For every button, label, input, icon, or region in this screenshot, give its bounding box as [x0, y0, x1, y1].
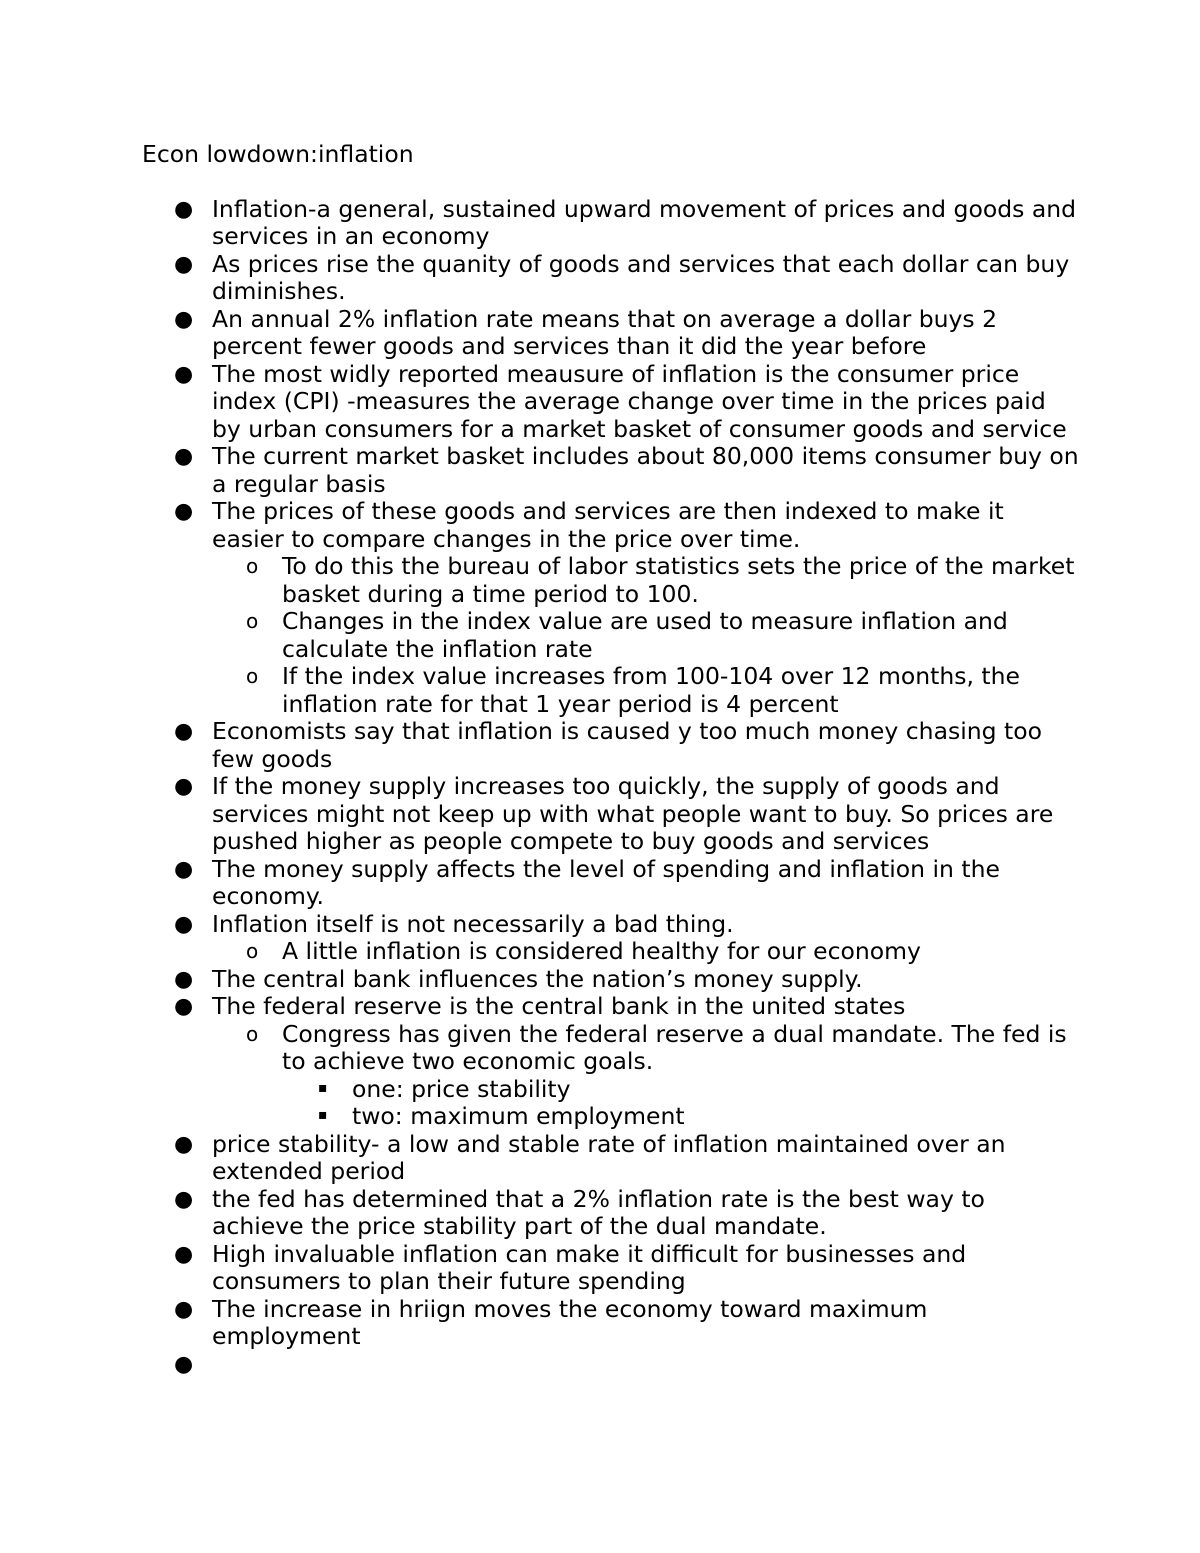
- list-item-text: price stability- a low and stable rate of inflation maintained over an extended period: [212, 1129, 1006, 1185]
- bullet-icon: ●: [174, 306, 194, 332]
- list-item: [142, 196, 1082, 251]
- bullet-icon: ●: [174, 1186, 194, 1212]
- list-item-text: Inflation itself is not necessarily a bad thing.: [212, 909, 734, 938]
- sub-sub-list-item: [282, 1103, 1082, 1131]
- list-item: [142, 911, 1082, 966]
- list-item: [142, 1241, 1082, 1296]
- sub-sub-list-item: [282, 1076, 1082, 1104]
- list-item: [142, 1131, 1082, 1186]
- list-item-text: If the money supply increases too quickly, the supply of goods and services might not keep up with what people want to buy. So prices are pushed higher as people compete to buy goods and services: [212, 772, 1054, 855]
- bullet-icon: ●: [174, 911, 194, 937]
- bullet-icon: ●: [174, 499, 194, 524]
- sub-list: [212, 1021, 1082, 1131]
- list-item: [142, 993, 1082, 1131]
- square-bullet-icon: ▪: [318, 1079, 328, 1096]
- list-item: [142, 251, 1082, 306]
- bullet-icon: ●: [174, 251, 194, 277]
- bullet-icon: ●: [174, 1241, 194, 1267]
- bullet-icon: ●: [174, 196, 194, 222]
- document-page: [142, 141, 1082, 1378]
- bullet-list: [142, 196, 1082, 1379]
- sub-list-item: [212, 663, 1082, 718]
- list-item: [142, 966, 1082, 994]
- list-item-text: High invaluable inflation can make it difficult for businesses and consumers to plan their future spending: [212, 1239, 967, 1295]
- list-item-text: The most widly reported meausure of inflation is the consumer price index (CPI) -measures the average change over time in the prices paid by urban consumers for a market basket of consumer goods and service: [212, 359, 1067, 443]
- sub-list-item: [212, 938, 1082, 966]
- list-item-text: Inflation-a general, sustained upward movement of prices and goods and services in an economy: [212, 194, 1077, 250]
- list-item-text: the fed has determined that a 2% inflation rate is the best way to achieve the price stability part of the dual mandate.: [212, 1184, 985, 1240]
- list-item: [142, 718, 1082, 773]
- sub-sub-list: [282, 1076, 1082, 1131]
- sub-list-item: [212, 1021, 1082, 1131]
- bullet-icon: ●: [174, 1296, 194, 1322]
- bullet-icon: ●: [174, 361, 194, 387]
- square-bullet-icon: ▪: [318, 1107, 328, 1123]
- list-item-text: The money supply affects the level of spending and inflation in the economy.: [212, 854, 1000, 910]
- list-item-text: The current market basket includes about 80,000 items consumer buy on a regular basis: [212, 442, 1079, 498]
- sub-list-item-text: A little inflation is considered healthy for our economy: [282, 937, 921, 965]
- list-item: [142, 773, 1082, 856]
- bullet-icon: ●: [174, 856, 194, 882]
- sub-list-item-text: To do this the bureau of labor statistics sets the price of the market basket during a time period to 100.: [282, 552, 1075, 608]
- circle-bullet-icon: o: [246, 664, 259, 688]
- bullet-icon: ●: [174, 966, 194, 992]
- document-title: Econ lowdown:inflation: [142, 140, 414, 168]
- bullet-icon: ●: [174, 444, 194, 469]
- list-item: [142, 856, 1082, 911]
- sub-list-item-text: Congress has given the federal reserve a dual mandate. The fed is to achieve two economic goals.: [282, 1019, 1067, 1075]
- bullet-icon: ●: [174, 719, 194, 744]
- sub-sub-list-item-text: two: maximum employment: [352, 1102, 685, 1130]
- sub-list: [212, 938, 1082, 966]
- circle-bullet-icon: o: [246, 1021, 259, 1046]
- sub-list-item: [212, 608, 1082, 663]
- empty-list-item: [142, 1351, 1082, 1379]
- sub-list: [212, 553, 1082, 718]
- list-item-text: The federal reserve is the central bank in the united states: [212, 992, 906, 1020]
- list-item-text: The increase in hriign moves the economy toward maximum employment: [212, 1294, 928, 1350]
- list-item-text: The prices of these goods and services are then indexed to make it easier to compare changes in the price over time.: [212, 497, 1004, 553]
- sub-list-item-text: Changes in the index value are used to measure inflation and calculate the inflation rate: [282, 607, 1008, 663]
- list-item-text: Economists say that inflation is caused y too much money chasing too few goods: [212, 717, 1043, 773]
- bullet-icon: ●: [174, 1351, 194, 1377]
- list-item-text: An annual 2% inflation rate means that on average a dollar buys 2 percent fewer goods and services than it did the year before: [212, 304, 998, 360]
- circle-bullet-icon: o: [246, 939, 259, 963]
- sub-sub-list-item-text: one: price stability: [352, 1074, 571, 1103]
- sub-list-item: [212, 553, 1082, 608]
- bullet-icon: ●: [174, 994, 194, 1019]
- sub-list-item-text: If the index value increases from 100-104 over 12 months, the inflation rate for that 1 year period is 4 percent: [282, 662, 1020, 718]
- list-item: [142, 443, 1082, 498]
- list-item-text: The central bank influences the nation’s money supply.: [212, 964, 863, 993]
- bullet-icon: ●: [174, 1131, 194, 1157]
- list-item: [142, 498, 1082, 718]
- list-item: [142, 1186, 1082, 1241]
- list-item: [142, 1296, 1082, 1351]
- list-item: [142, 306, 1082, 361]
- circle-bullet-icon: o: [246, 609, 259, 633]
- list-item: [142, 361, 1082, 444]
- list-item-text: As prices rise the quanity of goods and services that each dollar can buy diminishes.: [212, 249, 1070, 305]
- circle-bullet-icon: o: [246, 554, 259, 578]
- bullet-icon: ●: [174, 774, 194, 799]
